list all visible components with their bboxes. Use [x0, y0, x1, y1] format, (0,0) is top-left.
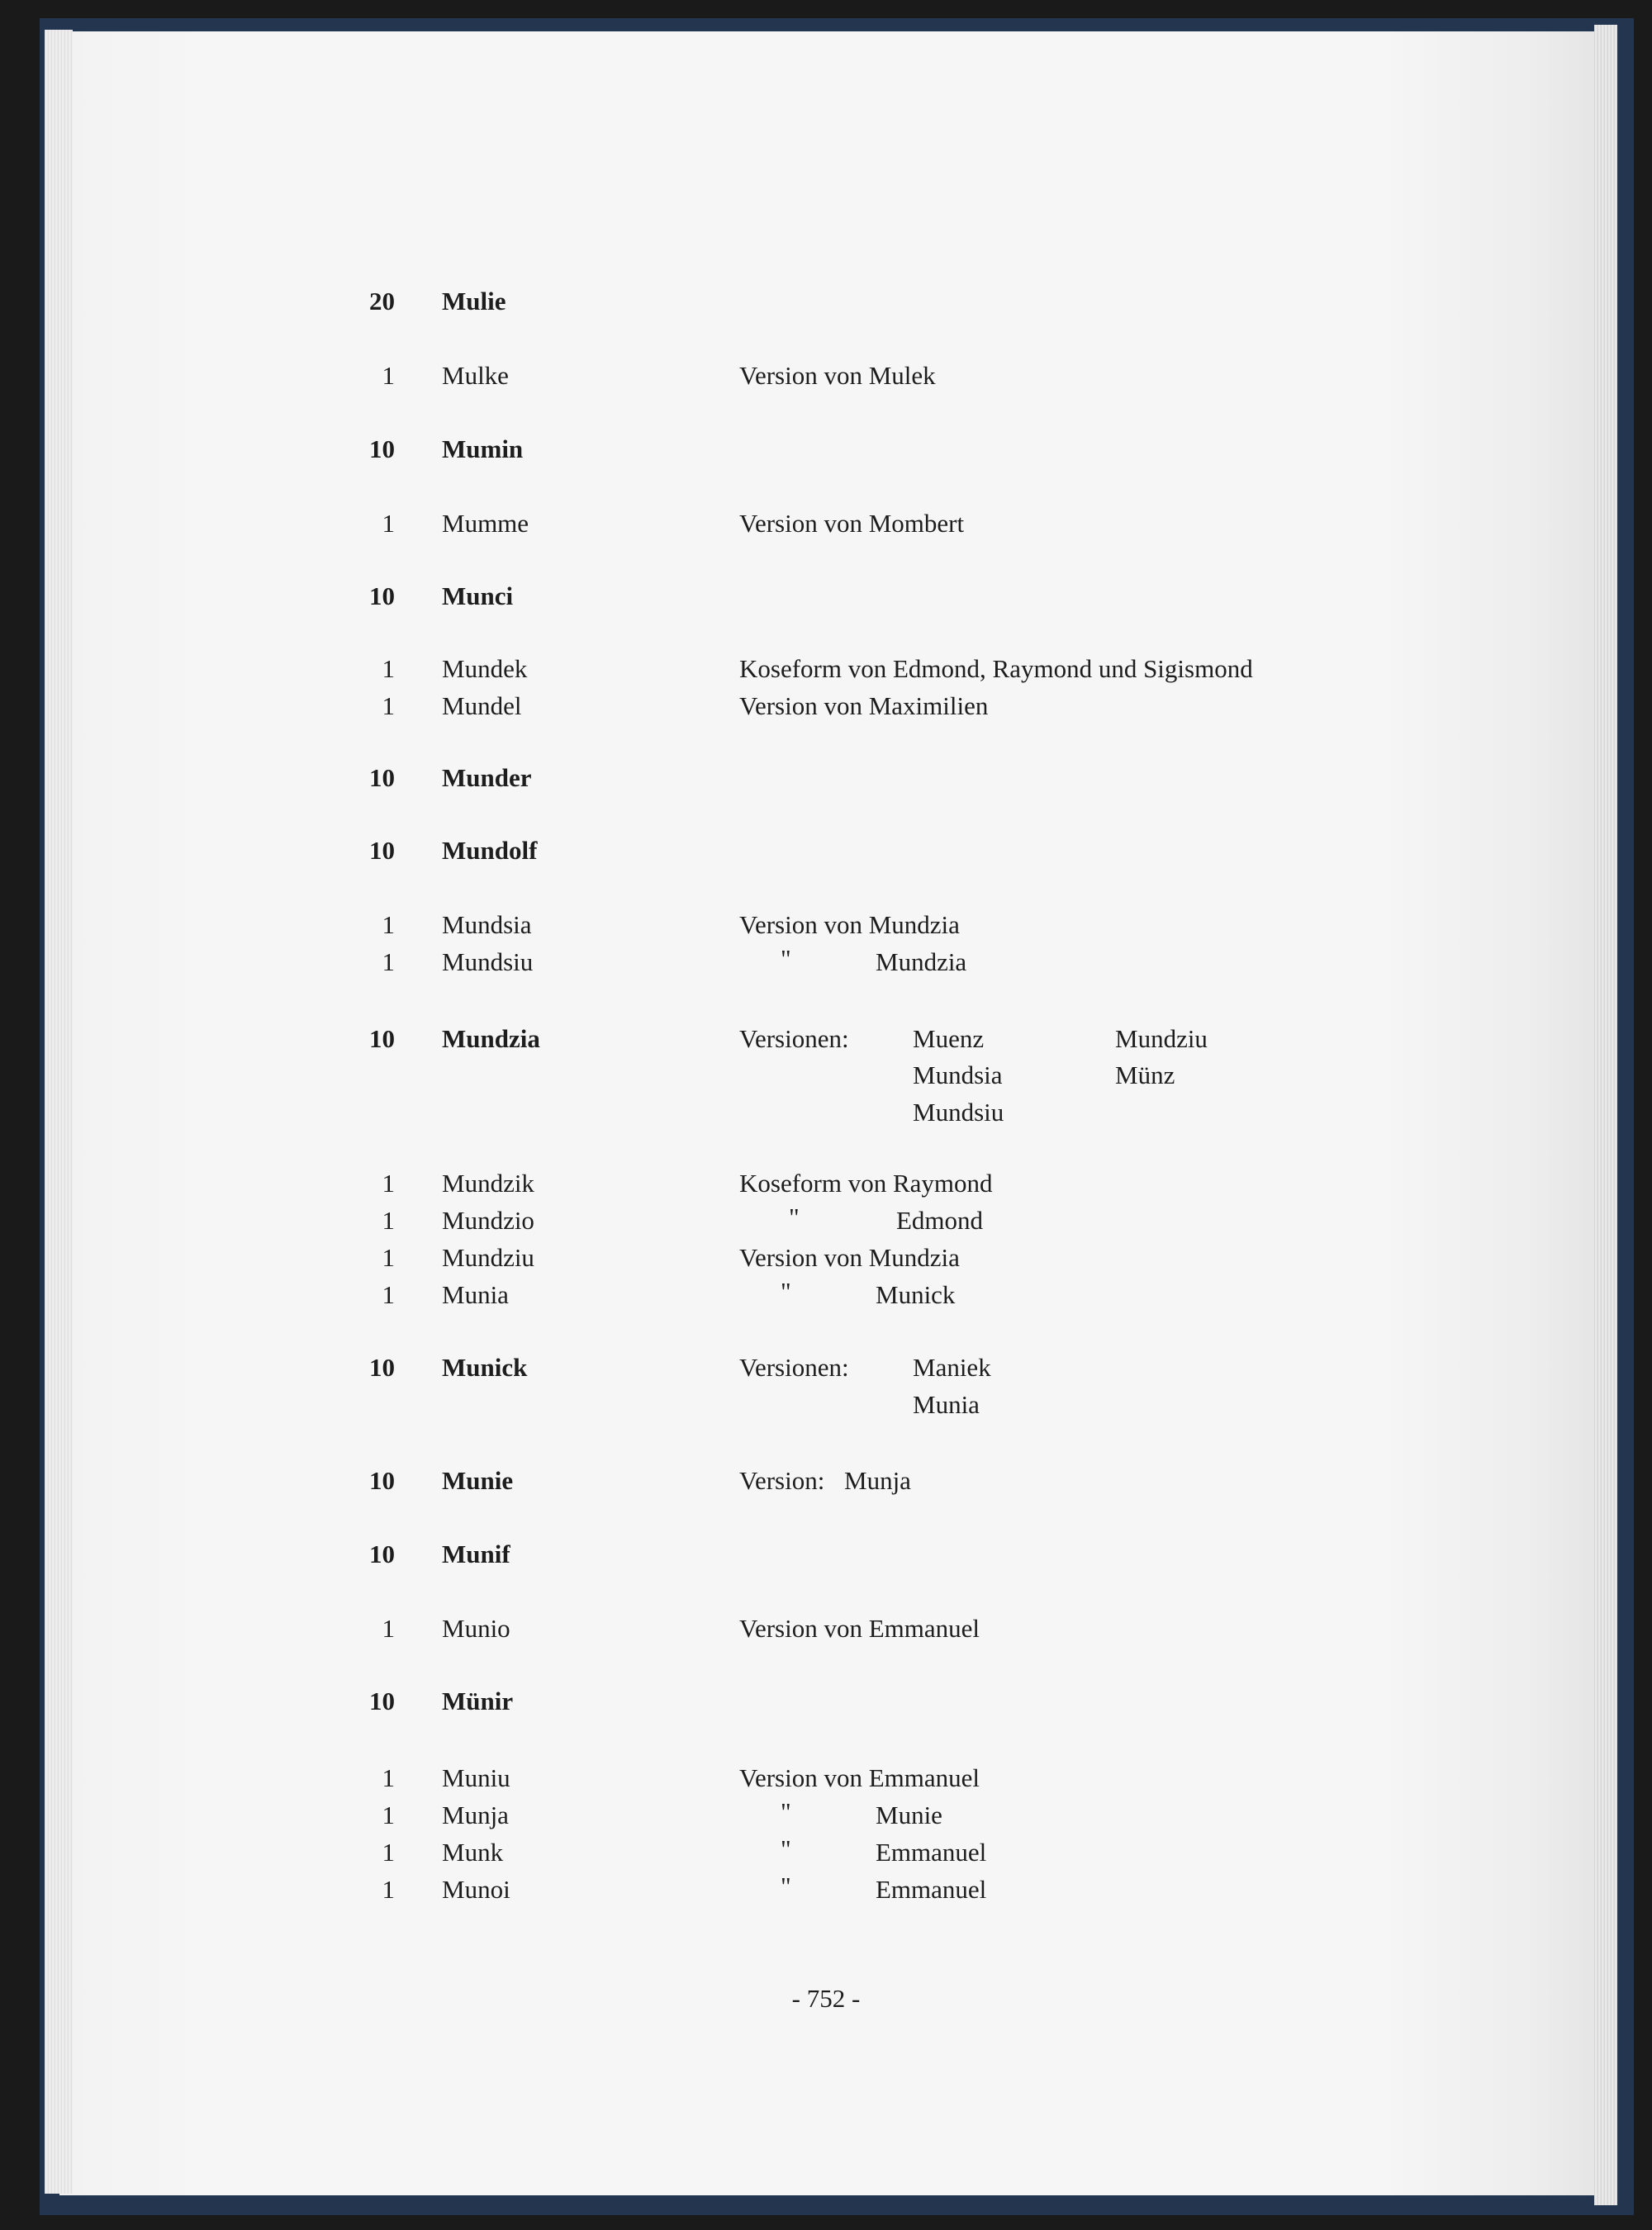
name-description: Version von Mundzia [739, 1243, 960, 1272]
name-description: Version von Mombert [739, 509, 965, 538]
name-description: Muenz [913, 1024, 985, 1053]
name-entry: Muniu [442, 1763, 510, 1792]
frequency-value: 1 [382, 1763, 395, 1792]
frequency-value: 10 [369, 1353, 395, 1382]
frequency-value: 10 [369, 1687, 395, 1715]
name-entry: Mulke [442, 361, 509, 390]
name-description: Munja [844, 1466, 911, 1495]
name-entry: Munja [442, 1801, 509, 1829]
name-description: " [781, 1797, 791, 1826]
name-description: Version von Emmanuel [739, 1614, 980, 1643]
frequency-value: 10 [369, 434, 395, 463]
name-entry: Munoi [442, 1875, 510, 1904]
frequency-value: 1 [382, 1206, 395, 1235]
name-description: Mundsiu [913, 1098, 1004, 1127]
name-entry: Munick [442, 1353, 528, 1382]
name-entry: Munif [442, 1540, 510, 1568]
frequency-value: 1 [382, 1838, 395, 1867]
page-number: - 752 - [791, 1984, 861, 2013]
frequency-value: 1 [382, 1280, 395, 1309]
name-description: Mundsia [913, 1060, 1003, 1089]
frequency-value: 10 [369, 763, 395, 792]
name-entry: Munie [442, 1466, 514, 1495]
name-entry: Mundzio [442, 1206, 534, 1235]
name-description: Emmanuel [876, 1875, 987, 1904]
frequency-value: 10 [369, 1540, 395, 1568]
frequency-value: 1 [382, 947, 395, 976]
name-entry: Munia [442, 1280, 509, 1309]
frequency-value: 20 [369, 287, 395, 316]
name-description: Munia [913, 1390, 980, 1419]
name-description: " [781, 1872, 791, 1900]
name-entry: Mulie [442, 287, 506, 316]
name-description: Münz [1115, 1060, 1175, 1089]
name-entry: Mundsiu [442, 947, 534, 976]
frequency-value: 1 [382, 1875, 395, 1904]
name-entry: Mundolf [442, 836, 538, 865]
name-entry: Mundel [442, 691, 522, 720]
name-description: Version von Maximilien [739, 691, 989, 720]
frequency-value: 1 [382, 1801, 395, 1829]
name-entry: Munk [442, 1838, 504, 1867]
frequency-value: 10 [369, 836, 395, 865]
name-description: Koseform von Raymond [739, 1169, 993, 1198]
name-description: Mundziu [1115, 1024, 1208, 1053]
name-description: Version von Emmanuel [739, 1763, 980, 1792]
name-description: Edmond [896, 1206, 984, 1235]
name-description: Koseform von Edmond, Raymond und Sigismond [739, 654, 1253, 683]
name-description: " [781, 1277, 791, 1306]
name-description: Versionen: [739, 1353, 849, 1382]
name-entry: Mumin [442, 434, 524, 463]
frequency-value: 1 [382, 1243, 395, 1272]
frequency-value: 1 [382, 1169, 395, 1198]
name-entry: Mundsia [442, 910, 532, 939]
name-description: Mundzia [876, 947, 967, 976]
name-description: " [781, 1834, 791, 1863]
frequency-value: 10 [369, 1024, 395, 1053]
name-description: Emmanuel [876, 1838, 987, 1867]
name-description: Version: [739, 1466, 825, 1495]
name-entry: Mumme [442, 509, 529, 538]
name-description: " [789, 1203, 800, 1231]
name-entry: Munio [442, 1614, 510, 1643]
name-entry: Mundziu [442, 1243, 534, 1272]
name-description: Munick [876, 1280, 956, 1309]
frequency-value: 10 [369, 1466, 395, 1495]
name-description: Versionen: [739, 1024, 849, 1053]
frequency-value: 1 [382, 361, 395, 390]
name-entry: Munder [442, 763, 532, 792]
name-entry: Munci [442, 581, 514, 610]
name-entry: Münir [442, 1687, 514, 1715]
name-description: " [781, 944, 791, 973]
frequency-value: 1 [382, 654, 395, 683]
frequency-value: 1 [382, 691, 395, 720]
frequency-value: 10 [369, 581, 395, 610]
name-description: Maniek [913, 1353, 991, 1382]
name-description: Version von Mulek [739, 361, 936, 390]
frequency-value: 1 [382, 1614, 395, 1643]
frequency-value: 1 [382, 910, 395, 939]
name-entry: Mundzik [442, 1169, 534, 1198]
name-entry: Mundek [442, 654, 528, 683]
name-description: Munie [876, 1801, 942, 1829]
frequency-value: 1 [382, 509, 395, 538]
name-entry: Mundzia [442, 1024, 540, 1053]
name-description: Version von Mundzia [739, 910, 960, 939]
